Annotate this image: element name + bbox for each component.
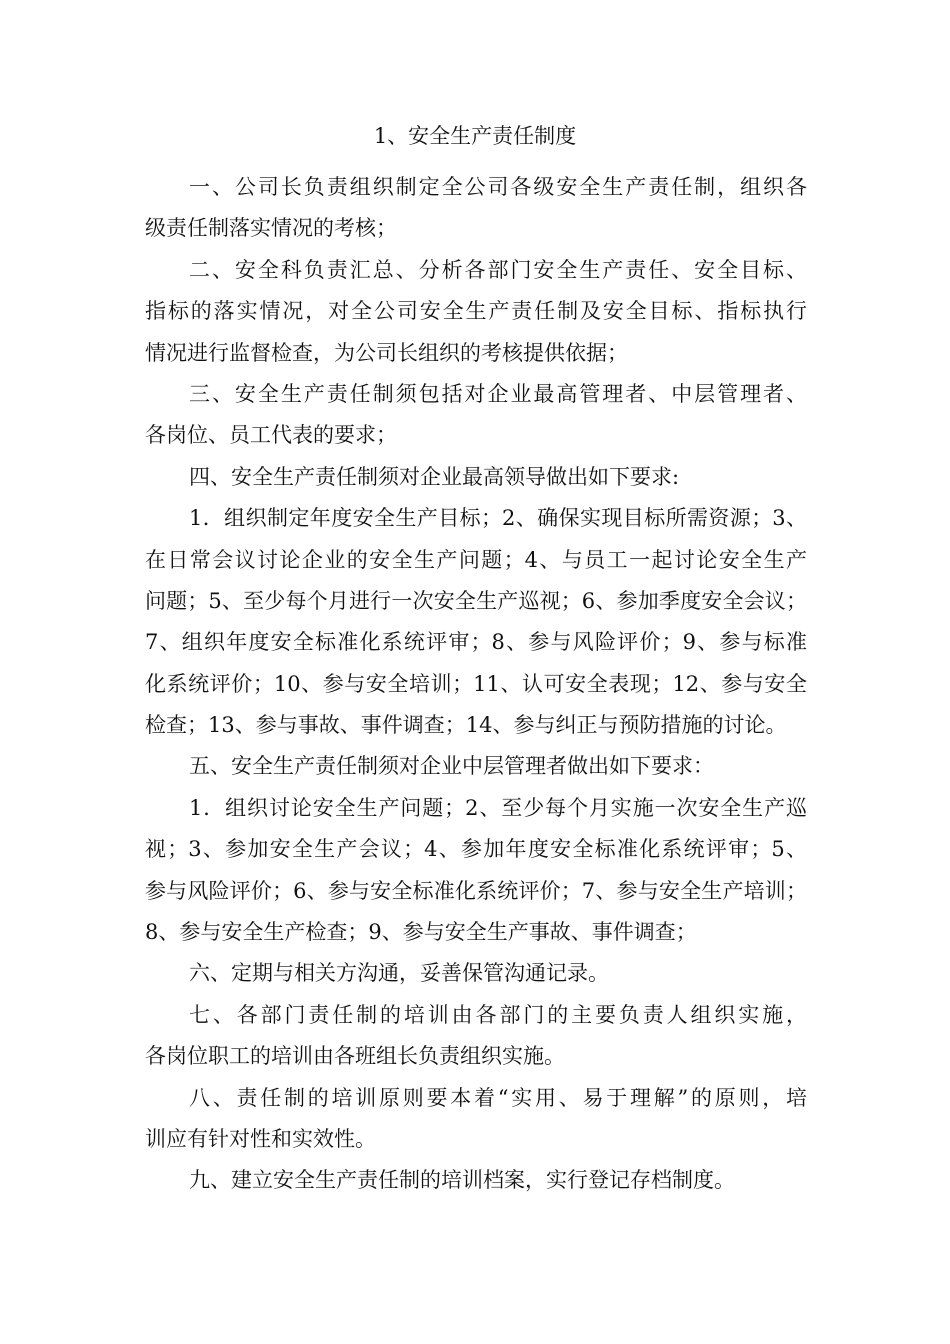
paragraph: [145, 1160, 807, 1201]
paragraph-line: 训应有针对性和实效性。: [145, 1126, 376, 1151]
paragraph: [145, 167, 807, 250]
paragraph-line: 7、组织年度安全标准化系统评审；8、参与风险评价；9、参与标准: [145, 630, 807, 655]
paragraph: [145, 250, 807, 374]
paragraph-line: 六、定期与相关方沟通，妥善保管沟通记录。: [189, 961, 609, 986]
paragraph-line: 各岗位、员工代表的要求；: [145, 423, 397, 448]
paragraph-line: 七、各部门责任制的培训由各部门的主要负责人组织实施，: [189, 1002, 807, 1027]
paragraph-line: 化系统评价；10、参与安全培训；11、认可安全表现；12、参与安全: [145, 671, 807, 696]
document-title: 1、安全生产责任制度: [373, 124, 577, 148]
paragraph-line: 视；3、参加安全生产会议；4、参加年度安全标准化系统评审；5、: [145, 837, 807, 862]
paragraph-line: 8、参与安全生产检查；9、参与安全生产事故、事件调查；: [145, 920, 697, 945]
paragraph: [145, 498, 807, 746]
paragraph-line: 五、安全生产责任制须对企业中层管理者做出如下要求：: [189, 754, 714, 779]
paragraph-line: 情况进行监督检查，为公司长组织的考核提供依据；: [145, 340, 628, 365]
paragraph-line: 检查；13、参与事故、事件调查；14、参与纠正与预防措施的讨论。: [145, 713, 787, 738]
paragraph: [145, 746, 807, 787]
paragraph-line: 八、责任制的培训原则要本着“实用、易于理解”的原则，培: [189, 1085, 807, 1110]
paragraph-line: 参与风险评价；6、参与安全标准化系统评价；7、参与安全生产培训；: [145, 878, 807, 903]
paragraph-line: 一、公司长负责组织制定全公司各级安全生产责任制，组织各: [189, 175, 807, 199]
document-body: [145, 167, 807, 1202]
paragraph-line: 在日常会议讨论企业的安全生产问题；4、与员工一起讨论安全生产: [145, 547, 807, 572]
paragraph-line: 各岗位职工的培训由各班组长负责组织实施。: [145, 1044, 565, 1069]
paragraph-line: 四、安全生产责任制须对企业最高领导做出如下要求:: [189, 464, 680, 489]
paragraph: [145, 1078, 807, 1161]
paragraph: [145, 995, 807, 1078]
paragraph-line: 九、建立安全生产责任制的培训档案，实行登记存档制度。: [189, 1168, 735, 1193]
paragraph-line: 1．组织讨论安全生产问题；2、至少每个月实施一次安全生产巡: [189, 795, 807, 820]
paragraph-line: 指标的落实情况，对全公司安全生产责任制及安全目标、指标执行: [145, 299, 807, 324]
paragraph-line: 问题；5、至少每个月进行一次安全生产巡视；6、参加季度安全会议；: [145, 588, 807, 613]
paragraph-line: 三、安全生产责任制须包括对企业最高管理者、中层管理者、: [189, 381, 807, 406]
paragraph-line: 级责任制落实情况的考核；: [145, 216, 397, 241]
paragraph-line: 1．组织制定年度安全生产目标；2、确保实现目标所需资源；3、: [189, 506, 807, 531]
paragraph-line: 二、安全科负责汇总、分析各部门安全生产责任、安全目标、: [189, 257, 807, 282]
paragraph: [145, 953, 807, 994]
paragraph: [145, 457, 807, 498]
paragraph: [145, 374, 807, 457]
paragraph: [145, 788, 807, 954]
